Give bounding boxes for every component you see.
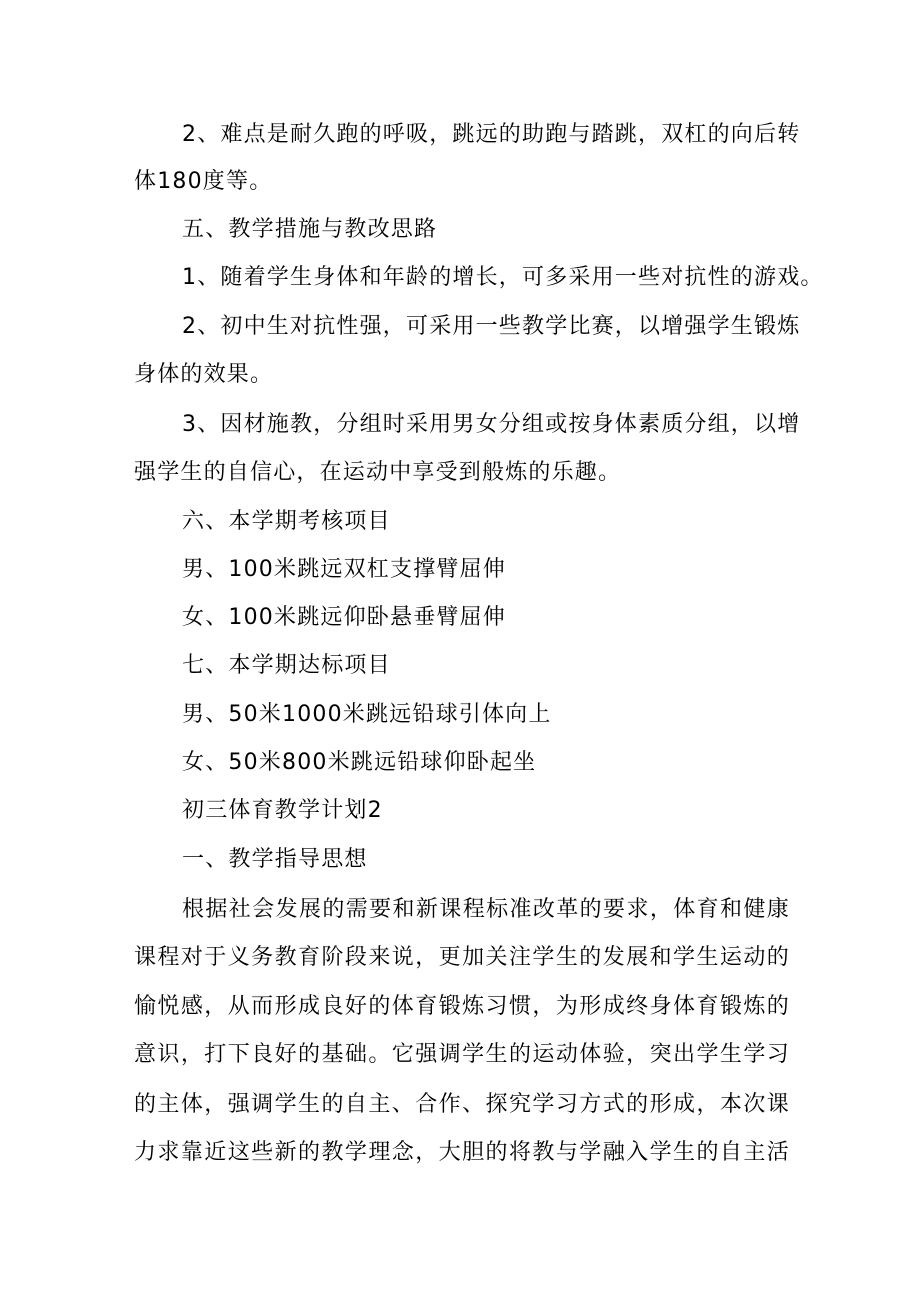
section-heading: 六、本学期考核项目 — [182, 509, 391, 534]
paragraph-line: 3、因材施教，分组时采用男女分组或按身体素质分组，以增 — [182, 412, 801, 437]
paragraph-line: 2、初中生对抗性强，可采用一些教学比赛，以增强学生锻炼 — [182, 314, 801, 339]
section-heading: 七、本学期达标项目 — [182, 653, 391, 678]
section-heading: 五、教学措施与教改思路 — [182, 217, 438, 242]
paragraph-line: 课程对于义务教育阶段来说，更加关注学生的发展和学生运动的 — [134, 945, 790, 970]
list-item: 男、50米1000米跳远铅球引体向上 — [182, 702, 552, 727]
list-item: 女、100米跳远仰卧悬垂臂屈伸 — [182, 605, 506, 630]
paragraph-line: 根据社会发展的需要和新课程标准改革的要求，体育和健康 — [182, 897, 790, 922]
paragraph-line: 愉悦感，从而形成良好的体育锻炼习惯，为形成终身体育锻炼的 — [134, 994, 790, 1019]
paragraph-line: 2、难点是耐久跑的呼吸，跳远的助跑与踏跳，双杠的向后转 — [182, 122, 801, 147]
list-item: 男、100米跳远双杠支撑臂屈伸 — [182, 557, 506, 582]
list-item: 女、50米800米跳远铅球仰卧起坐 — [182, 750, 537, 775]
section-heading: 一、教学指导思想 — [182, 847, 368, 872]
paragraph-line: 强学生的自信心，在运动中享受到般炼的乐趣。 — [134, 460, 622, 485]
paragraph-line: 意识，打下良好的基础。它强调学生的运动体验，突出学生学习 — [134, 1042, 790, 1067]
paragraph-line: 身体的效果。 — [134, 362, 274, 387]
paragraph-line: 1、随着学生身体和年龄的增长，可多采用一些对抗性的游戏。 — [182, 265, 824, 290]
document-title: 初三体育教学计划2 — [182, 798, 383, 823]
paragraph-line: 力求靠近这些新的教学理念，大胆的将教与学融入学生的自主活 — [134, 1140, 790, 1165]
paragraph-line: 体180度等。 — [134, 169, 273, 194]
paragraph-line: 的主体，强调学生的自主、合作、探究学习方式的形成，本次课 — [134, 1092, 790, 1117]
